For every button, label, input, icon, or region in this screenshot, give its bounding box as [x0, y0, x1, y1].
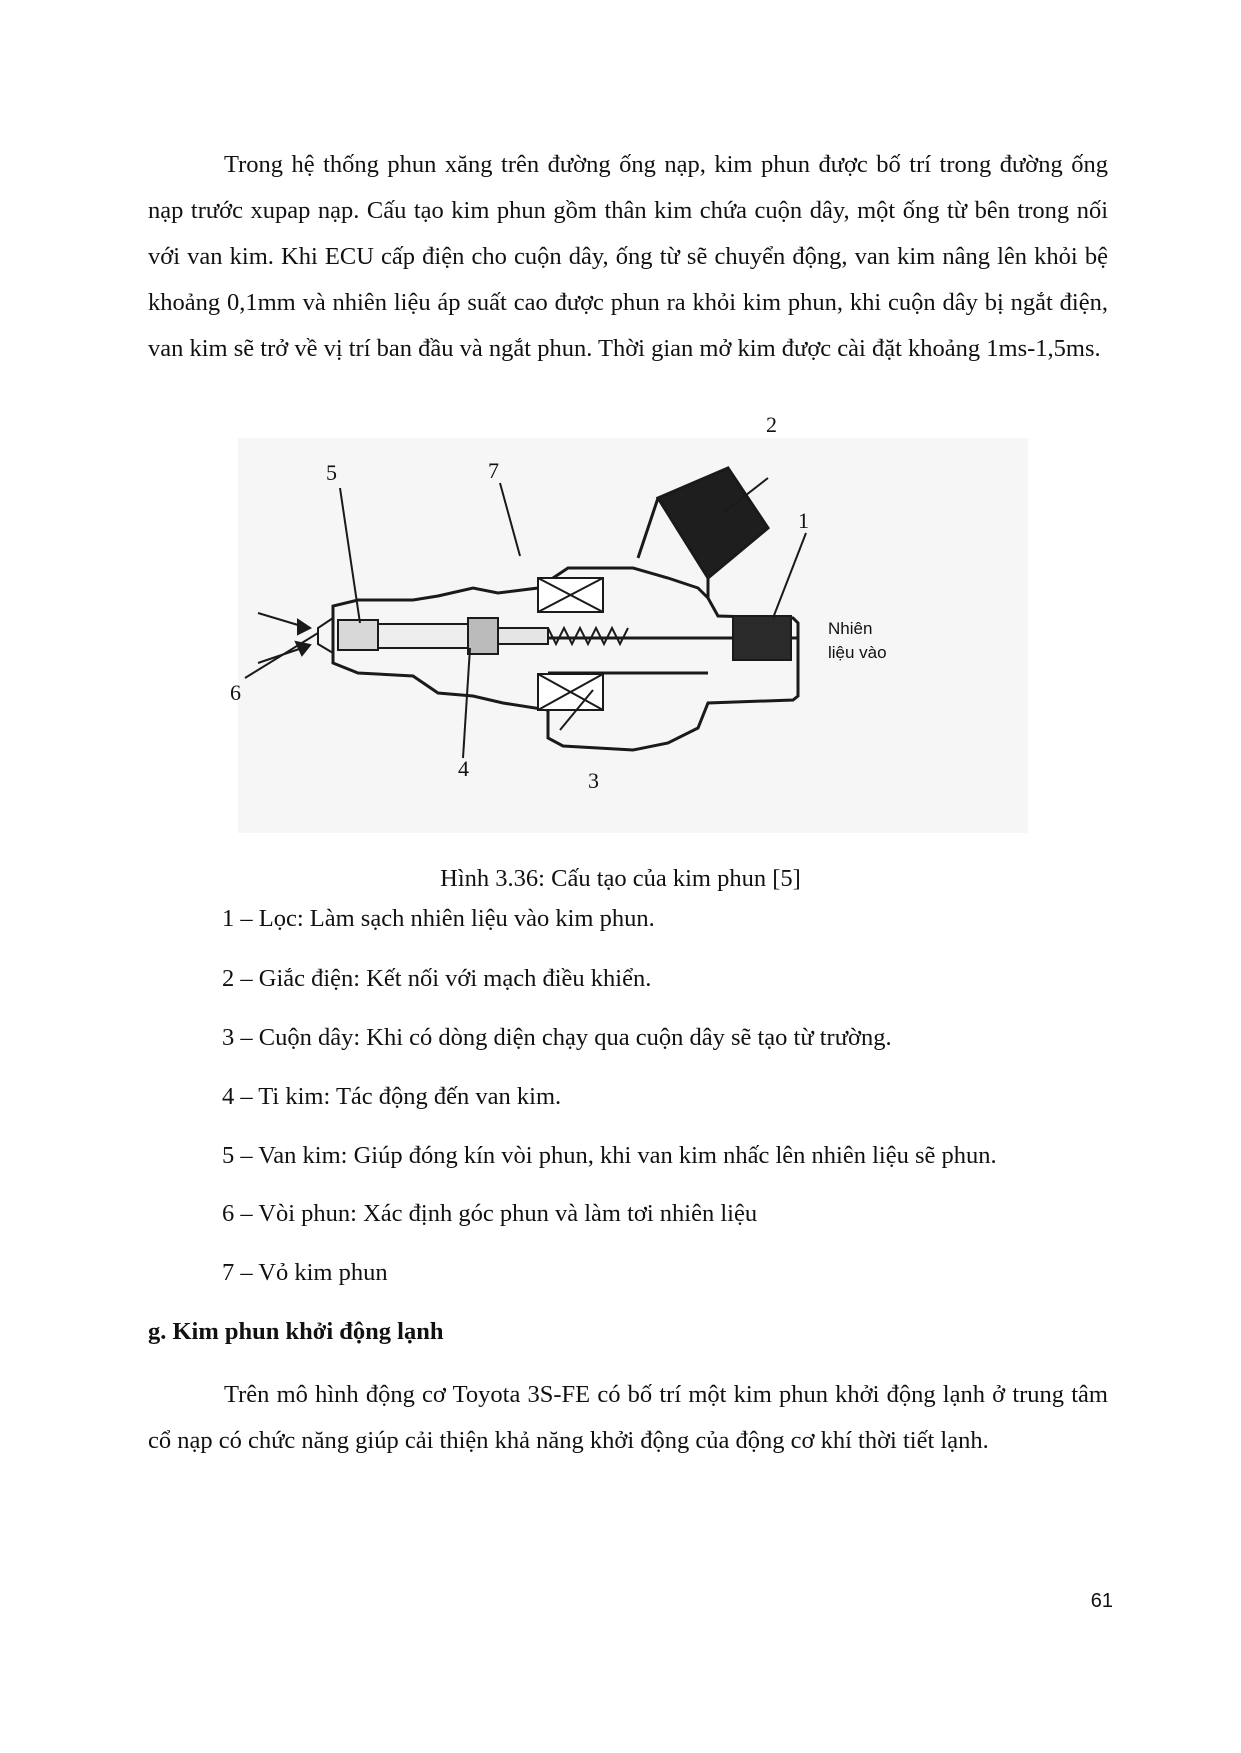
parts-list-item: 6 – Vòi phun: Xác định góc phun và làm tơi nhiên liệu — [222, 1200, 758, 1227]
intro-paragraph: Trong hệ thống phun xăng trên đường ống nạp, kim phun được bố trí trong đường ống nạp trước xupap nạp. Cấu tạo kim phun gồm thân kim chứa cuộn dây, một ống từ bên trong nối với van kim. Khi ECU cấp điện cho cuộn dây, ống từ sẽ chuyển động, van kim nâng lên khỏi bệ khoảng 0,1mm và nhiên liệu áp suất cao được phun ra khỏi kim phun, khi cuộn dây bị ngắt điện, van kim sẽ trở về vị trí ban đầu và ngắt phun. Thời gian mở kim được cài đặt khoảng 1ms-1,5ms. — [148, 151, 1108, 362]
label-4: 4 — [458, 756, 469, 781]
label-1: 1 — [798, 508, 809, 533]
electrical-connector — [638, 468, 768, 598]
label-7: 7 — [488, 458, 499, 483]
needle-valve — [378, 618, 548, 654]
fuel-inlet-label-line1: Nhiên — [828, 619, 873, 638]
parts-list-item: 2 – Giắc điện: Kết nối với mạch điều khiển. — [222, 965, 652, 992]
section-paragraph: Trên mô hình động cơ Toyota 3S-FE có bố trí một kim phun khởi động lạnh ở trung tâm cổ nạp có chức năng giúp cải thiện khả năng khởi động của động cơ khí thời tiết lạnh. — [148, 1381, 1108, 1454]
label-3: 3 — [588, 768, 599, 793]
injector-diagram — [230, 412, 1028, 833]
parts-list-item: 5 – Van kim: Giúp đóng kín vòi phun, khi van kim nhấc lên nhiên liệu sẽ phun. — [222, 1142, 997, 1169]
parts-list-item: 1 – Lọc: Làm sạch nhiên liệu vào kim phun. — [222, 905, 655, 932]
fuel-inlet-label-line2: liệu vào — [828, 643, 887, 662]
parts-list-item: 3 – Cuộn dây: Khi có dòng diện chạy qua cuộn dây sẽ tạo từ trường. — [222, 1024, 892, 1051]
label-6: 6 — [230, 680, 241, 705]
figure-caption: Hình 3.36: Cấu tạo của kim phun [5] — [440, 865, 801, 892]
injector-cross-section-drawing — [230, 412, 1028, 833]
section-heading: g. Kim phun khởi động lạnh — [148, 1318, 444, 1345]
label-2: 2 — [766, 412, 777, 437]
parts-list-item: 4 – Ti kim: Tác động đến van kim. — [222, 1083, 562, 1110]
filter — [733, 616, 791, 660]
spray-arrows — [258, 613, 310, 663]
spring — [548, 628, 628, 644]
page-number: 61 — [1090, 1590, 1113, 1612]
parts-list-item: 7 – Vỏ kim phun — [222, 1259, 388, 1286]
label-5: 5 — [326, 460, 337, 485]
nozzle-tip — [318, 618, 378, 653]
